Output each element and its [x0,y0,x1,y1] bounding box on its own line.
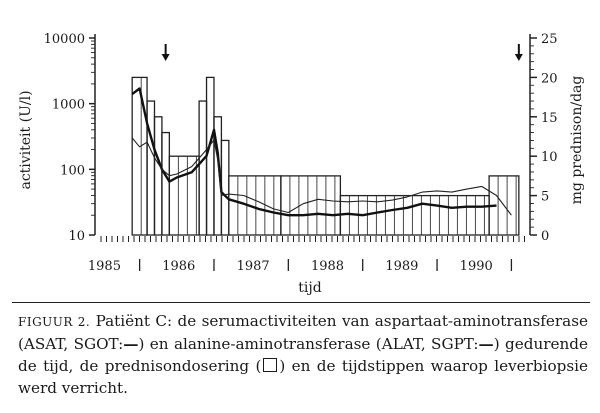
x-tick-label: 1987 [236,259,270,274]
prednison-bar [221,140,228,235]
y-right-tick-label: 5 [541,189,550,205]
prednison-bar [147,101,154,235]
y-axis-left-label: activiteit (U/l) [18,90,34,190]
x-tick-label: 1989 [385,259,419,274]
y-right-tick-label: 25 [541,32,558,47]
y-left-tick-label: 1000 [51,97,85,113]
x-axis-label: tijd [298,280,322,296]
y-right-tick-label: 0 [541,229,550,244]
prednison-bar [162,133,169,235]
y-axis-right-label: mg prednison/dag [569,75,585,205]
caption-text-1: Patiënt C: de serumactiviteiten van aspartaat-aminotransferase (ASAT, SGOT: [18,312,588,353]
x-tick-label: 1985 [87,259,121,274]
y-left-tick-label: 100 [60,163,85,179]
biopsy-markers [162,44,523,61]
biopsy-arrow-icon [515,54,523,61]
prednison-bar [132,77,147,235]
caption-symbol-alat: — [478,335,494,353]
x-tick-label: 1986 [162,259,196,274]
y-right-tick-label: 10 [541,150,558,166]
y-right-tick-label: 15 [541,110,558,126]
caption-square-symbol [263,358,277,372]
axes [44,32,558,274]
series-line-alat [132,138,511,215]
prednison-bar [154,117,161,235]
prednison-bar [199,101,206,235]
caption-symbol-asat: — [123,335,139,353]
y-right-tick-label: 20 [541,71,558,87]
caption-label: FIGUUR 2. [18,315,91,329]
y-left-tick-label: 10 [68,229,85,244]
x-tick-label: 1990 [459,259,493,274]
prednison-bars [132,77,519,235]
x-tick-label: 1988 [310,259,345,274]
caption-text-2: ) en alanine-aminotransferase (ALAT, SGPT: [138,335,479,353]
caption-text-4: ) en de tijdstippen waarop leverbiopsie werd verricht. [18,357,588,397]
figure-caption [18,310,588,399]
prednison-bar [229,176,281,235]
caption-text-3: ) gedurende de tijd, de prednisondosering ( [18,335,588,375]
y-left-tick-label: 10000 [43,32,85,47]
biopsy-arrow-icon [162,54,170,61]
caption-divider [12,302,590,303]
